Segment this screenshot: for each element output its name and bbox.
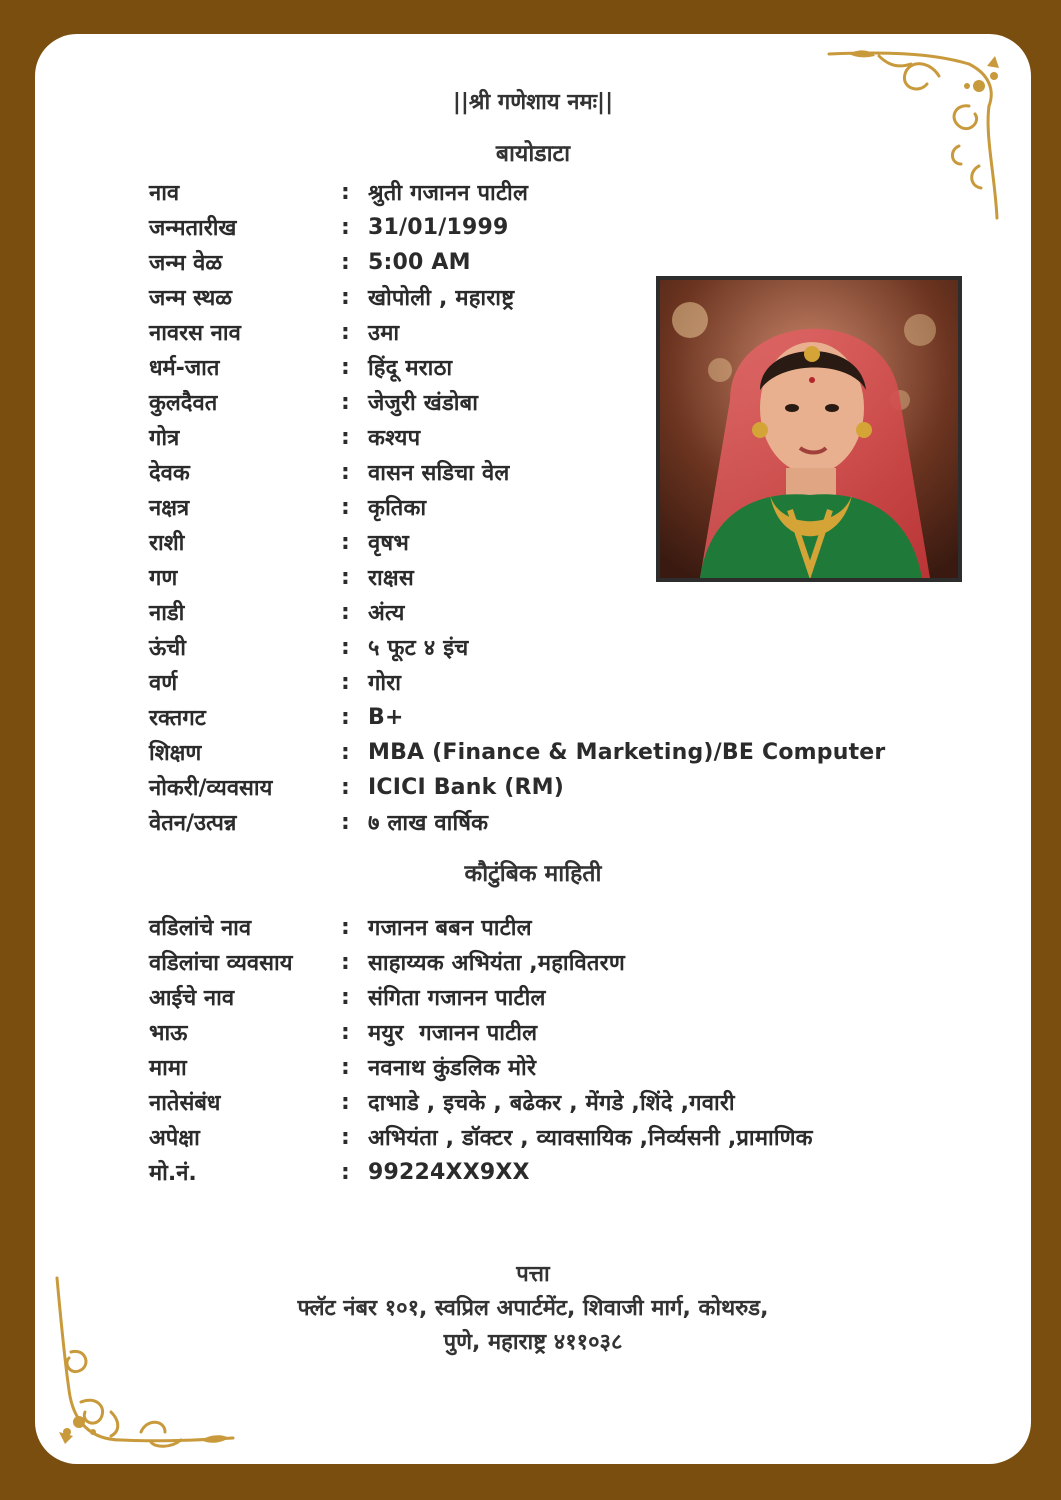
separator: :	[341, 949, 350, 975]
detail-value: 31/01/1999	[368, 214, 509, 240]
separator: :	[341, 389, 350, 415]
detail-row-birth-time	[149, 245, 969, 279]
detail-value: संगिता गजानन पाटील	[368, 986, 546, 1011]
detail-row-occupation	[149, 770, 969, 804]
separator: :	[341, 1159, 350, 1185]
detail-value: कृतिका	[368, 496, 427, 521]
separator: :	[341, 564, 350, 590]
detail-value: 5:00 AM	[368, 249, 471, 275]
separator: :	[341, 914, 350, 940]
separator: :	[341, 1019, 350, 1045]
detail-value: जेजुरी खंडोबा	[368, 391, 479, 416]
detail-value: ७ लाख वार्षिक	[368, 811, 489, 836]
detail-value: गजानन बबन पाटील	[368, 916, 532, 941]
detail-label: राशी	[149, 531, 185, 556]
detail-value: नवनाथ कुंडलिक मोरे	[368, 1056, 537, 1081]
detail-row-birthdate	[149, 210, 969, 244]
detail-label: जन्मतारीख	[149, 216, 237, 241]
biodata-card	[35, 34, 1031, 1464]
separator: :	[341, 494, 350, 520]
detail-row-height	[149, 630, 969, 664]
detail-label: भाऊ	[149, 1021, 188, 1046]
detail-value: गोरा	[368, 671, 402, 696]
detail-value: 99224XX9XX	[368, 1159, 530, 1185]
detail-row-blood-group	[149, 700, 969, 734]
detail-value: कश्यप	[368, 426, 421, 451]
family-row-maternal-uncle	[149, 1050, 969, 1084]
separator: :	[341, 1089, 350, 1115]
detail-label: मामा	[149, 1056, 187, 1081]
family-row-mother-name	[149, 980, 969, 1014]
separator: :	[341, 214, 350, 240]
family-row-mobile	[149, 1155, 969, 1189]
detail-label: जन्म वेळ	[149, 251, 223, 276]
detail-label: शिक्षण	[149, 741, 202, 766]
family-row-expectations	[149, 1120, 969, 1154]
detail-label: जन्म स्थळ	[149, 286, 233, 311]
detail-row-education	[149, 735, 969, 769]
detail-label: आईचे नाव	[149, 986, 235, 1011]
detail-row-name	[149, 175, 969, 209]
bride-portrait-image	[660, 280, 958, 578]
separator: :	[341, 249, 350, 275]
separator: :	[341, 704, 350, 730]
separator: :	[341, 774, 350, 800]
detail-label: ऊंची	[149, 636, 186, 661]
detail-label: नक्षत्र	[149, 496, 190, 521]
detail-value: अभियंता , डॉक्टर , व्यावसायिक ,निर्व्यसनी ,प्रामाणिक	[368, 1126, 813, 1151]
separator: :	[341, 1124, 350, 1150]
separator: :	[341, 634, 350, 660]
detail-value: साहाय्यक अभियंता ,महावितरण	[368, 951, 625, 976]
detail-value: मयुर गजानन पाटील	[368, 1021, 538, 1046]
separator: :	[341, 354, 350, 380]
detail-value: वृषभ	[368, 531, 410, 556]
address-title: पत्ता	[516, 1262, 550, 1287]
separator: :	[341, 1054, 350, 1080]
separator: :	[341, 984, 350, 1010]
detail-label: देवक	[149, 461, 190, 486]
detail-label: नाडी	[149, 601, 185, 626]
family-row-relations	[149, 1085, 969, 1119]
separator: :	[341, 459, 350, 485]
detail-value: ५ फूट ४ इंच	[368, 636, 469, 661]
address-line-1: फ्लॅट नंबर १०१, स्वप्रिल अपार्टमेंट, शिवाजी मार्ग, कोथरुड,	[297, 1296, 769, 1321]
biodata-heading: बायोडाटा	[495, 141, 571, 167]
detail-label: कुलदैवत	[149, 391, 218, 416]
detail-value: ICICI Bank (RM)	[368, 774, 565, 800]
detail-value: राक्षस	[368, 566, 414, 591]
family-row-brother	[149, 1015, 969, 1049]
detail-value: उमा	[368, 321, 400, 346]
detail-label: वडिलांचा व्यवसाय	[149, 951, 293, 976]
separator: :	[341, 669, 350, 695]
detail-label: धर्म-जात	[149, 356, 220, 381]
detail-row-income	[149, 805, 969, 839]
detail-value: B+	[368, 704, 404, 730]
separator: :	[341, 809, 350, 835]
detail-label: वेतन/उत्पन्न	[149, 811, 237, 836]
detail-label: नातेसंबंध	[149, 1091, 221, 1116]
detail-label: वडिलांचे नाव	[149, 916, 252, 941]
detail-value: अंत्य	[368, 601, 405, 626]
detail-value: MBA (Finance & Marketing)/BE Computer	[368, 739, 886, 765]
detail-label: नाव	[149, 181, 180, 206]
address-line-2: पुणे, महाराष्ट्र ४११०३८	[443, 1330, 623, 1355]
family-heading: कौटुंबिक माहिती	[464, 861, 602, 887]
detail-value: दाभाडे , इचके , बढेकर , मेंगडे ,शिंदे ,गवारी	[368, 1091, 735, 1116]
detail-row-complexion	[149, 665, 969, 699]
detail-value: हिंदू मराठा	[368, 356, 453, 381]
detail-value: खोपोली , महाराष्ट्र	[368, 286, 515, 311]
profile-photo	[656, 276, 962, 582]
detail-label: गोत्र	[149, 426, 180, 451]
separator: :	[341, 424, 350, 450]
detail-label: वर्ण	[149, 671, 178, 696]
invocation: ||श्री गणेशाय नमः||	[452, 90, 614, 115]
family-row-father-name	[149, 910, 969, 944]
separator: :	[341, 179, 350, 205]
detail-label: अपेक्षा	[149, 1126, 200, 1151]
separator: :	[341, 284, 350, 310]
detail-row-nadi	[149, 595, 969, 629]
detail-value: श्रुती गजानन पाटील	[368, 181, 529, 206]
detail-label: मो.नं.	[149, 1161, 197, 1186]
separator: :	[341, 319, 350, 345]
detail-label: नोकरी/व्यवसाय	[149, 776, 273, 801]
separator: :	[341, 599, 350, 625]
separator: :	[341, 529, 350, 555]
family-row-father-occupation	[149, 945, 969, 979]
separator: :	[341, 739, 350, 765]
detail-label: गण	[149, 566, 178, 591]
detail-value: वासन सडिचा वेल	[368, 461, 510, 486]
detail-label: रक्तगट	[149, 706, 206, 731]
detail-label: नावरस नाव	[149, 321, 241, 346]
